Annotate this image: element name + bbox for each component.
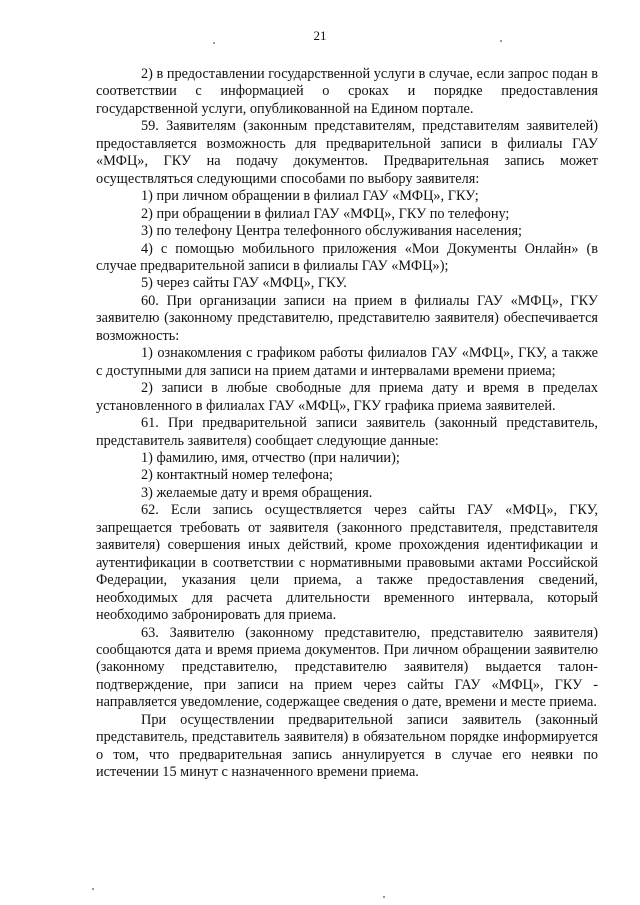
list-item: 1) фамилию, имя, отчество (при наличии);: [141, 449, 400, 466]
paragraph-59: 59. Заявителям (законным представителям, представителям заявителей) предоставляется возможность для предварительной записи в филиалы ГАУ «МФЦ», ГКУ на подачу документов. Предварительная запись может осуществляться следующими способами по выбору заявителя:: [96, 118, 598, 187]
paragraph-63: 63. Заявителю (законному представителю, представителю заявителя) сообщаются дата и время приема документов. При личном обращении заявителю (законному представителю, представителю заявителя) выдается талон-подтверждение, при записи на прием через сайты ГАУ «МФЦ», ГКУ - направляется уведомление, содержащее сведения о дате, времени и месте приема.: [96, 624, 598, 711]
list-item: 4) с помощью мобильного приложения «Мои Документы Онлайн» (в случае предварительной записи в филиалы ГАУ «МФЦ»);: [96, 240, 598, 274]
list-item: 3) по телефону Центра телефонного обслуживания населения;: [141, 223, 522, 240]
scan-speck: [383, 896, 385, 898]
list-item: 5) через сайты ГАУ «МФЦ», ГКУ.: [141, 275, 347, 292]
scan-speck: [500, 40, 502, 42]
list-item: 1) при личном обращении в филиал ГАУ «МФЦ», ГКУ;: [141, 188, 479, 205]
paragraph-61: 61. При предварительной записи заявитель (законный представитель, представитель заявителя) сообщает следующие данные:: [96, 415, 598, 449]
list-item: 2) контактный номер телефона;: [141, 467, 334, 484]
list-item: 1) ознакомления с графиком работы филиалов ГАУ «МФЦ», ГКУ, а также с доступными для записи на прием датами и интервалами времени приема;: [96, 345, 598, 379]
list-item: 2) при обращении в филиал ГАУ «МФЦ», ГКУ по телефону;: [141, 205, 510, 222]
paragraph-60: 60. При организации записи на прием в филиалы ГАУ «МФЦ», ГКУ заявителю (законному представителю, представителю заявителя) обеспечивается возможность:: [96, 292, 598, 344]
paragraph: При осуществлении предварительной записи заявитель (законный представитель, представитель заявителя) в обязательном порядке информируется о том, что предварительная запись аннулируется в случае его неявки по истечении 15 минут с назначенного времени приема.: [96, 711, 598, 781]
list-item: 3) желаемые дату и время обращения.: [141, 484, 373, 501]
paragraph-62: 62. Если запись осуществляется через сайты ГАУ «МФЦ», ГКУ, запрещается требовать от заявителя (законного представителя, представителя заявителя) совершения иных действий, кроме прохождения идентификации и аутентификации в соответствии с нормативными правовыми актами Российской Федерации, указания цели приема, а также предоставления сведений, необходимых для расчета длительности временного интервала, который необходимо забронировать для приема.: [96, 502, 598, 624]
scan-speck: [213, 42, 215, 44]
page-number: 21: [313, 28, 327, 43]
scan-speck: [92, 888, 94, 890]
paragraph: 2) в предоставлении государственной услуги в случае, если запрос подан в соответствии с информацией о сроках и порядке предоставления государственной услуги, опубликованной на Едином портале.: [96, 66, 598, 117]
document-body: [96, 66, 598, 782]
list-item: 2) записи в любые свободные для приема дату и время в пределах установленного в филиалах ГАУ «МФЦ», ГКУ графика приема заявителей.: [96, 380, 598, 414]
